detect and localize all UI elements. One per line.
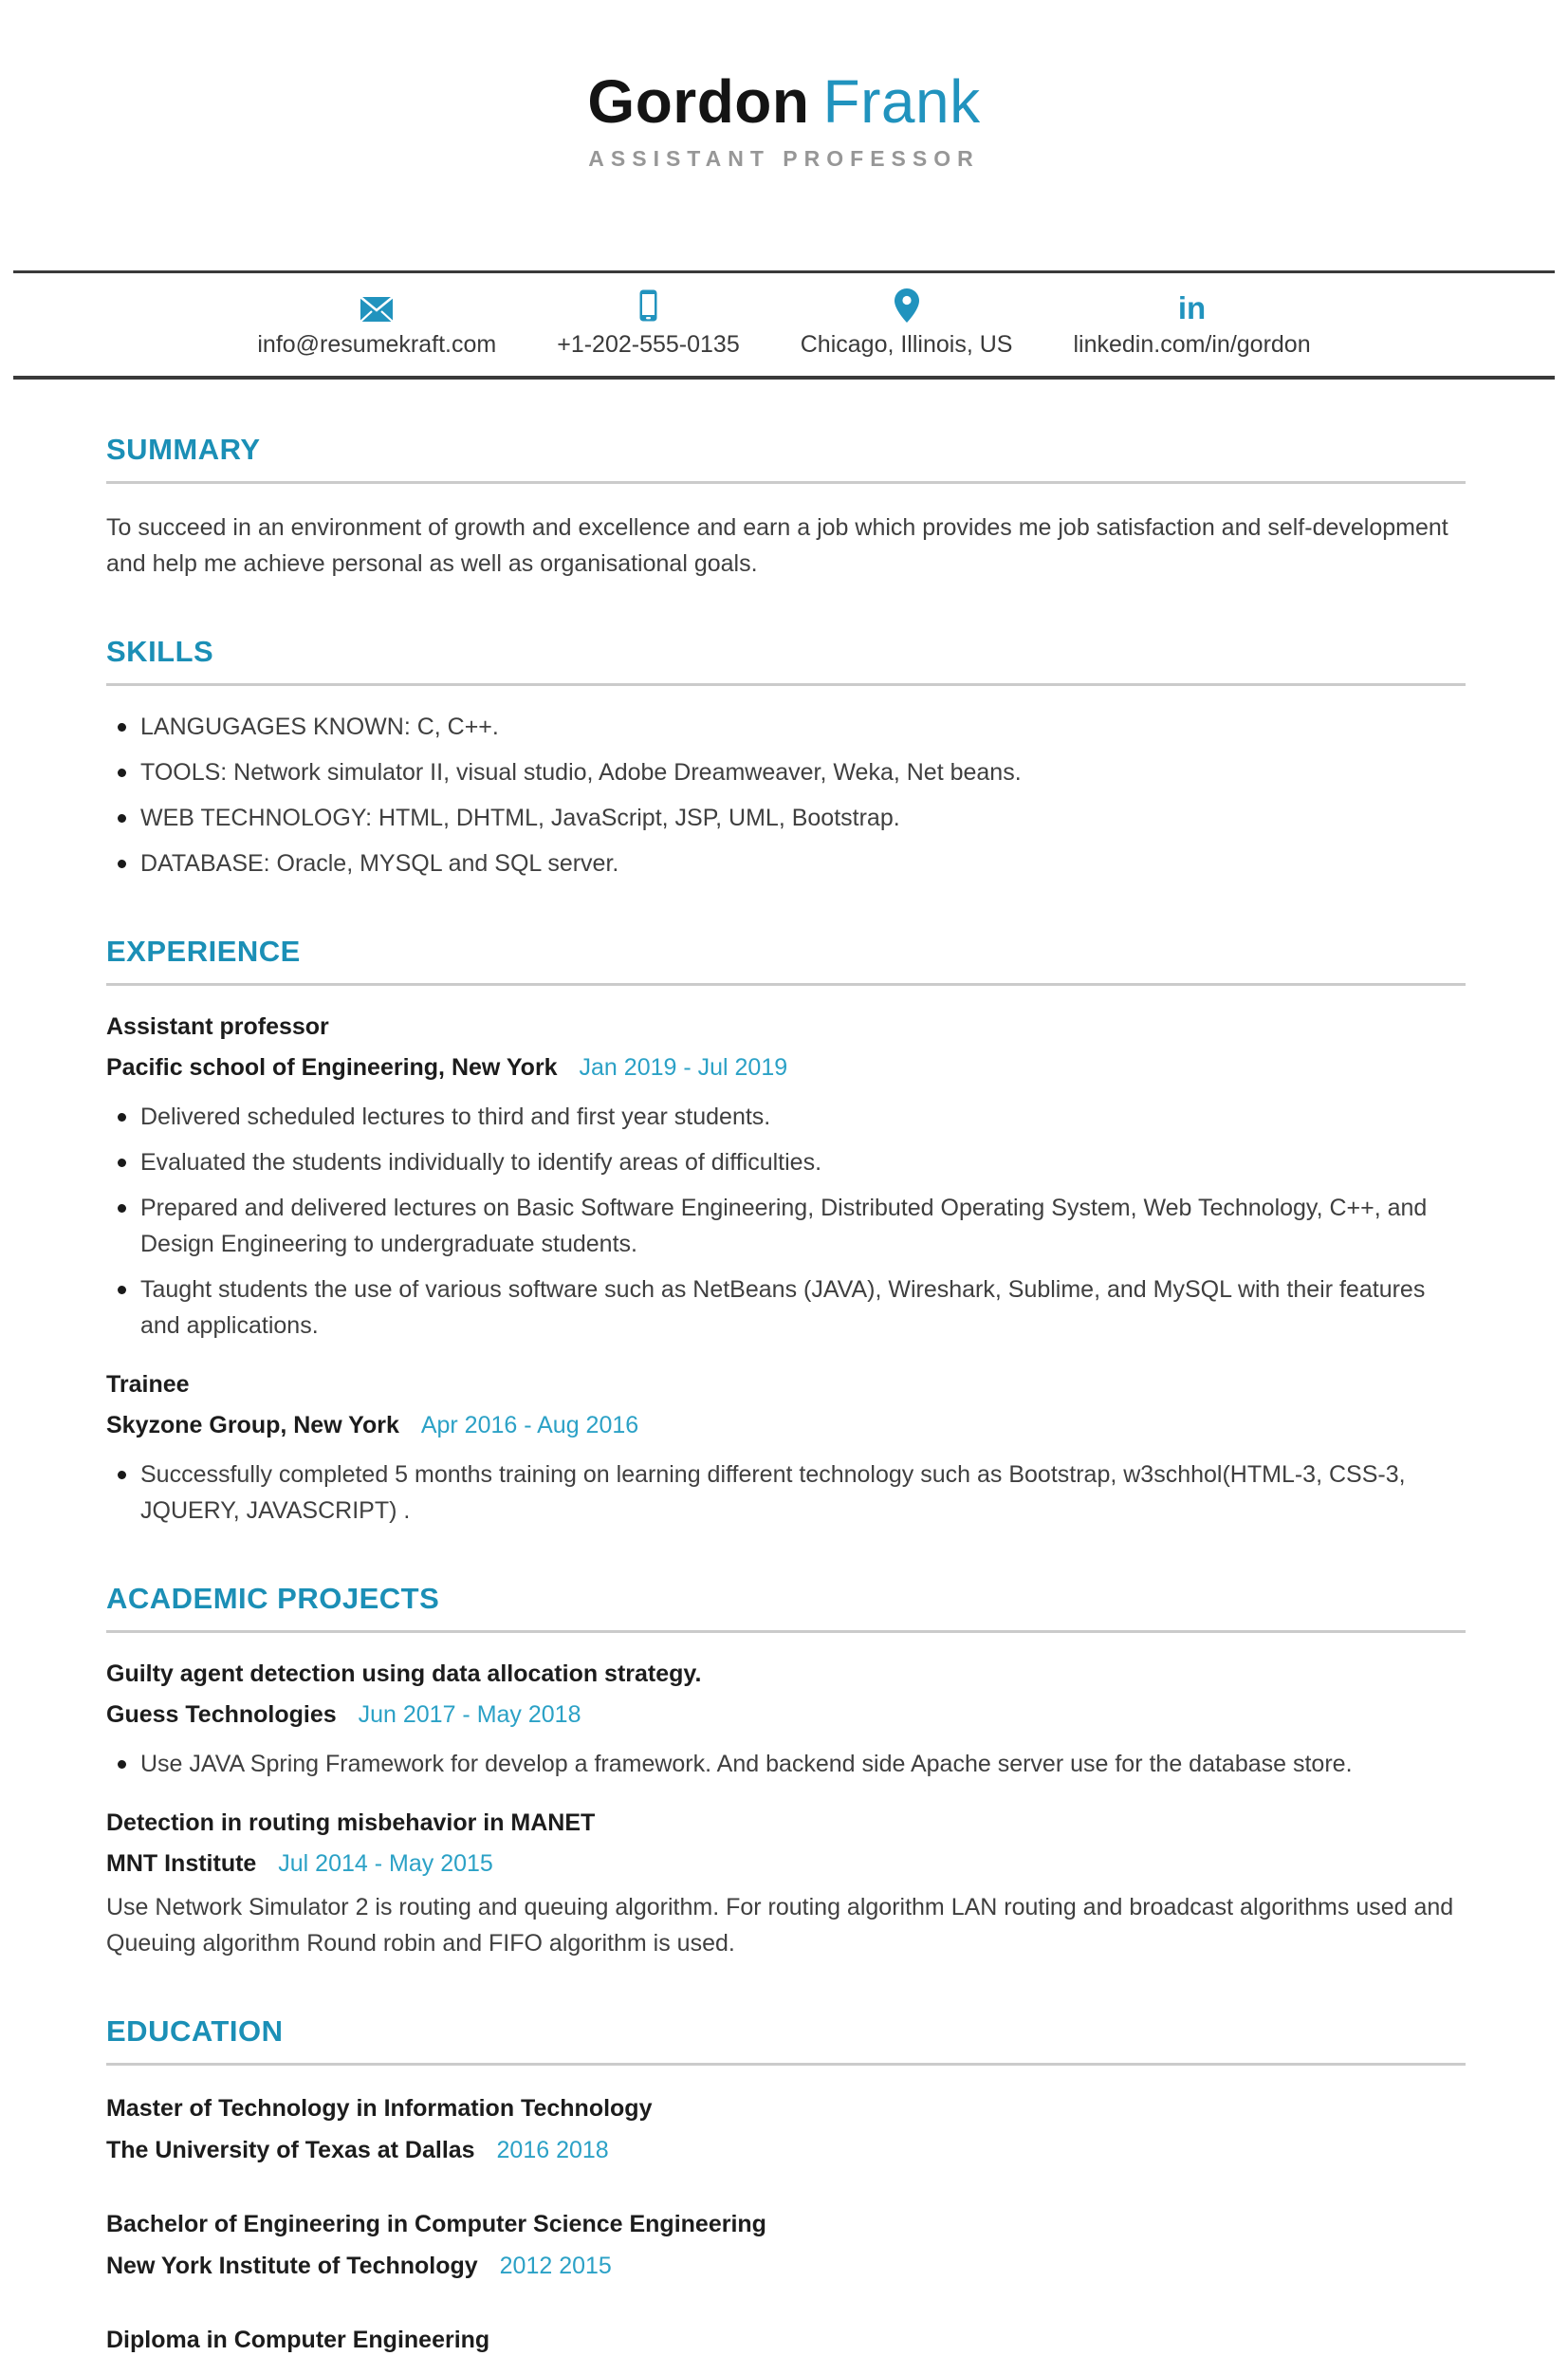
section-divider (106, 1630, 1466, 1633)
project-org-line (106, 1698, 1466, 1731)
contact-email[interactable] (257, 288, 496, 359)
project-org: MNT Institute (106, 1850, 257, 1877)
project-description: Use Network Simulator 2 is routing and queuing algorithm. For routing algorithm LAN routing and broadcast algorithms used and Queuing algorithm Round robin and FIFO algorithm is used. (106, 1894, 1454, 1957)
job-dates: Jan 2019 - Jul 2019 (579, 1054, 788, 1081)
job-bullet-list (106, 1099, 1466, 1344)
job-position: Assistant professor (106, 1013, 329, 1040)
education-years: 2016 2018 (496, 2137, 609, 2163)
job-company-line (106, 1051, 1466, 1084)
education-school: The University of Texas at Dallas (106, 2137, 475, 2163)
experience-entry (106, 1011, 1466, 1344)
project-dates: Jul 2014 - May 2015 (278, 1850, 493, 1877)
education-degree: Bachelor of Engineering in Computer Science Engineering (106, 2211, 766, 2237)
education-degree: Master of Technology in Information Technology (106, 2095, 653, 2122)
project-title: Guilty agent detection using data allocation strategy. (106, 1660, 702, 1687)
project-entry (106, 1807, 1466, 1961)
section-summary (106, 433, 1466, 582)
email-icon (360, 288, 394, 323)
job-position: Trainee (106, 1371, 190, 1398)
summary-heading: SUMMARY (106, 433, 261, 466)
section-divider (106, 983, 1466, 986)
project-bullet-list (106, 1746, 1466, 1782)
linkedin-icon: in (1177, 290, 1207, 325)
phone-text: +1-202-555-0135 (557, 331, 740, 358)
section-academic-projects (106, 1582, 1466, 1961)
resume-header (0, 0, 1568, 172)
job-company-line (106, 1409, 1466, 1441)
last-name: Frank (822, 67, 981, 136)
section-skills (106, 635, 1466, 881)
section-divider (106, 2063, 1466, 2066)
project-entry (106, 1658, 1466, 1782)
skills-heading: SKILLS (106, 635, 214, 668)
experience-entry (106, 1368, 1466, 1529)
project-bullet: Use JAVA Spring Framework for develop a framework. And backend side Apache server use for the database store. (106, 1746, 1466, 1782)
contact-location[interactable] (801, 288, 1013, 359)
summary-text: To succeed in an environment of growth and excellence and earn a job which provides me job satisfaction and self-development and help me achieve personal as well as organisational goals. (106, 514, 1448, 577)
location-text: Chicago, Illinois, US (800, 331, 1013, 358)
education-entry (106, 2092, 1466, 2166)
linkedin-text: linkedin.com/in/gordon (1073, 331, 1311, 358)
job-bullet-list (106, 1456, 1466, 1529)
contact-phone[interactable] (557, 288, 740, 359)
skill-item: TOOLS: Network simulator II, visual studio, Adobe Dreamweaver, Weka, Net beans. (106, 754, 1466, 790)
job-company: Pacific school of Engineering, New York (106, 1054, 558, 1081)
job-dates: Apr 2016 - Aug 2016 (420, 1412, 639, 1438)
project-org-line (106, 1847, 1466, 1880)
experience-heading: EXPERIENCE (106, 935, 301, 968)
first-name: Gordon (587, 67, 810, 136)
job-title: ASSISTANT PROFESSOR (588, 146, 980, 171)
education-school-line (106, 2134, 1466, 2166)
resume-body (0, 433, 1568, 2356)
job-bullet: Evaluated the students individually to identify areas of difficulties. (106, 1144, 1466, 1180)
contact-items (13, 288, 1555, 359)
education-heading: EDUCATION (106, 2014, 284, 2048)
education-school-line (106, 2250, 1466, 2282)
section-education (106, 2014, 1466, 2356)
projects-heading: ACADEMIC PROJECTS (106, 1582, 440, 1615)
job-bullet: Successfully completed 5 months training on learning different technology such as Bootstrap, w3schhol(HTML-3, CSS-3, JQUERY, JAVASCRIPT) . (106, 1456, 1466, 1529)
location-pin-icon (895, 288, 919, 323)
contact-bar (13, 270, 1555, 380)
email-text: info@resumekraft.com (257, 331, 497, 358)
skill-item: LANGUGAGES KNOWN: C, C++. (106, 709, 1466, 745)
candidate-name (0, 68, 1568, 135)
job-bullet: Taught students the use of various software such as NetBeans (JAVA), Wireshark, Sublime, and MySQL with their features and applications. (106, 1271, 1466, 1344)
skill-item: WEB TECHNOLOGY: HTML, DHTML, JavaScript, JSP, UML, Bootstrap. (106, 800, 1466, 836)
section-experience (106, 935, 1466, 1529)
skills-list (106, 709, 1466, 881)
education-degree: Diploma in Computer Engineering (106, 2327, 490, 2353)
section-divider (106, 683, 1466, 686)
phone-icon (638, 288, 658, 323)
project-org: Guess Technologies (106, 1701, 337, 1728)
job-bullet: Delivered scheduled lectures to third and first year students. (106, 1099, 1466, 1135)
section-divider (106, 481, 1466, 484)
education-school: New York Institute of Technology (106, 2253, 478, 2279)
education-entry (106, 2324, 1466, 2356)
education-years: 2012 2015 (499, 2253, 612, 2279)
education-entry (106, 2208, 1466, 2282)
project-dates: Jun 2017 - May 2018 (358, 1701, 581, 1728)
skill-item: DATABASE: Oracle, MYSQL and SQL server. (106, 845, 1466, 881)
project-title: Detection in routing misbehavior in MANET (106, 1809, 596, 1836)
contact-linkedin[interactable] (1073, 288, 1310, 359)
job-bullet: Prepared and delivered lectures on Basic Software Engineering, Distributed Operating System, Web Technology, C++, and Design Engineering to undergraduate students. (106, 1190, 1466, 1262)
job-company: Skyzone Group, New York (106, 1412, 399, 1438)
